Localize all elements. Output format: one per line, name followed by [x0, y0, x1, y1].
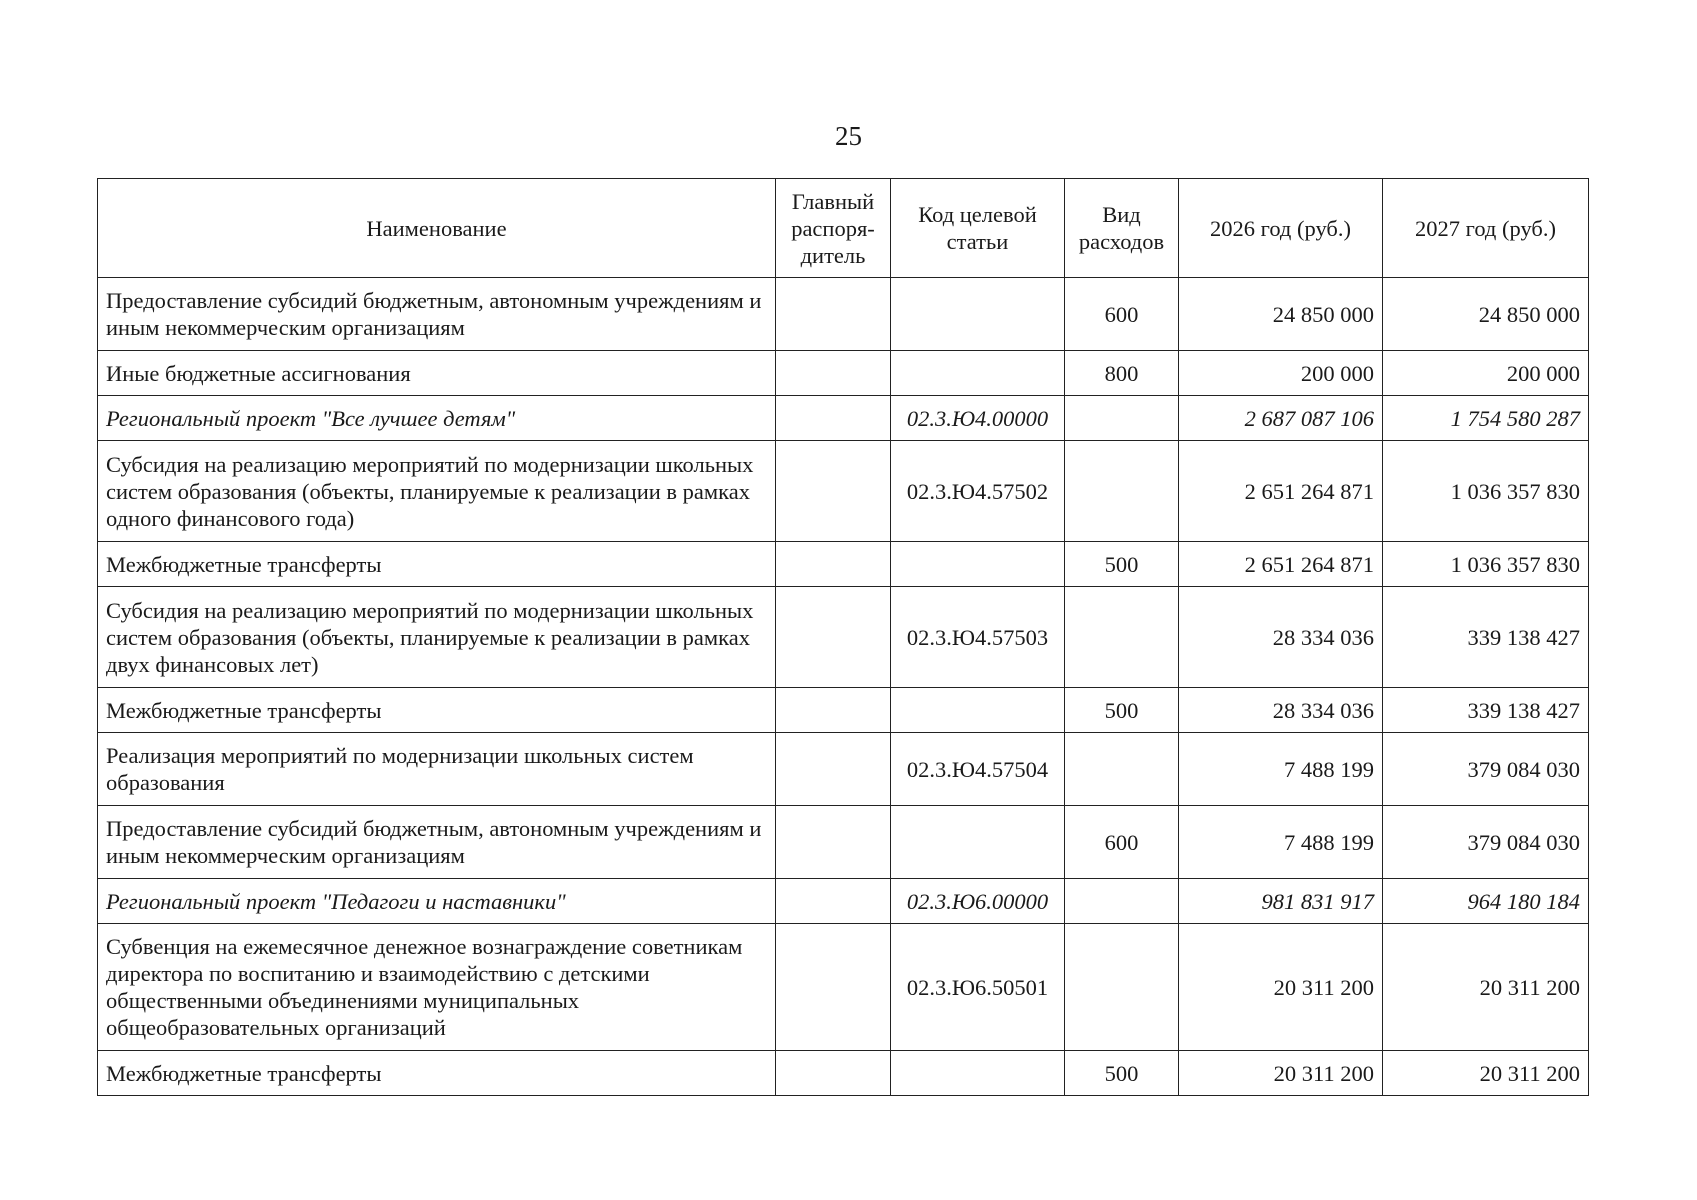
- row-2027: 1 036 357 830: [1383, 441, 1589, 542]
- row-vid: [1065, 441, 1179, 542]
- page-number: 25: [835, 121, 862, 151]
- row-2026: 20 311 200: [1179, 924, 1383, 1051]
- row-2026: 28 334 036: [1179, 587, 1383, 688]
- row-grbs: [776, 733, 891, 806]
- row-grbs: [776, 587, 891, 688]
- row-code: 02.3.Ю4.57504: [891, 733, 1065, 806]
- row-2027: 20 311 200: [1383, 1051, 1589, 1096]
- row-2026: 2 651 264 871: [1179, 441, 1383, 542]
- row-grbs: [776, 278, 891, 351]
- row-vid: 500: [1065, 542, 1179, 587]
- row-code: 02.3.Ю6.50501: [891, 924, 1065, 1051]
- header-grbs: Главный распоря-дитель: [776, 179, 891, 278]
- row-code: 02.3.Ю4.57502: [891, 441, 1065, 542]
- row-2027: 339 138 427: [1383, 587, 1589, 688]
- row-vid: 800: [1065, 351, 1179, 396]
- row-grbs: [776, 806, 891, 879]
- row-code: [891, 806, 1065, 879]
- row-name: Межбюджетные трансферты: [98, 1051, 776, 1096]
- row-name: Межбюджетные трансферты: [98, 542, 776, 587]
- row-vid: 500: [1065, 1051, 1179, 1096]
- row-vid: 600: [1065, 278, 1179, 351]
- row-name: Реализация мероприятий по модернизации школьных систем образования: [98, 733, 776, 806]
- row-code: [891, 688, 1065, 733]
- row-grbs: [776, 879, 891, 924]
- row-name: Субвенция на ежемесячное денежное вознаграждение советникам директора по воспитанию и взаимодействию с детскими общественными объединениями муниципальных общеобразовательных организаций: [98, 924, 776, 1051]
- budget-table: [97, 178, 1589, 1096]
- row-name: Субсидия на реализацию мероприятий по модернизации школьных систем образования (объекты, планируемые к реализации в рамках двух финансовых лет): [98, 587, 776, 688]
- row-2027: 20 311 200: [1383, 924, 1589, 1051]
- row-2026: 28 334 036: [1179, 688, 1383, 733]
- table-row: [98, 441, 1589, 542]
- table-row: [98, 396, 1589, 441]
- row-vid: [1065, 733, 1179, 806]
- row-2027: 379 084 030: [1383, 733, 1589, 806]
- table-row: [98, 351, 1589, 396]
- table-row: [98, 542, 1589, 587]
- header-name: Наименование: [98, 179, 776, 278]
- row-2026: 7 488 199: [1179, 733, 1383, 806]
- header-2027: 2027 год (руб.): [1383, 179, 1589, 278]
- row-vid: [1065, 924, 1179, 1051]
- row-name: Предоставление субсидий бюджетным, автономным учреждениям и иным некоммерческим организациям: [98, 806, 776, 879]
- table-header-row: [98, 179, 1589, 278]
- row-code: 02.3.Ю4.57503: [891, 587, 1065, 688]
- row-2026: 24 850 000: [1179, 278, 1383, 351]
- header-code: Код целевой статьи: [891, 179, 1065, 278]
- table-row: [98, 879, 1589, 924]
- row-2027: 964 180 184: [1383, 879, 1589, 924]
- row-2026: 2 651 264 871: [1179, 542, 1383, 587]
- row-grbs: [776, 1051, 891, 1096]
- table-row: [98, 688, 1589, 733]
- row-code: 02.3.Ю4.00000: [891, 396, 1065, 441]
- row-2027: 24 850 000: [1383, 278, 1589, 351]
- row-vid: [1065, 396, 1179, 441]
- row-grbs: [776, 688, 891, 733]
- row-name: Предоставление субсидий бюджетным, автономным учреждениям и иным некоммерческим организациям: [98, 278, 776, 351]
- row-2027: 1 754 580 287: [1383, 396, 1589, 441]
- row-grbs: [776, 351, 891, 396]
- table-row: [98, 924, 1589, 1051]
- row-vid: [1065, 587, 1179, 688]
- row-2027: 339 138 427: [1383, 688, 1589, 733]
- row-code: 02.3.Ю6.00000: [891, 879, 1065, 924]
- table-row: [98, 587, 1589, 688]
- row-grbs: [776, 924, 891, 1051]
- row-2026: 2 687 087 106: [1179, 396, 1383, 441]
- row-2027: 379 084 030: [1383, 806, 1589, 879]
- row-name: Субсидия на реализацию мероприятий по модернизации школьных систем образования (объекты, планируемые к реализации в рамках одного финансового года): [98, 441, 776, 542]
- table-row: [98, 806, 1589, 879]
- header-vid: Вид расходов: [1065, 179, 1179, 278]
- row-code: [891, 351, 1065, 396]
- row-name: Иные бюджетные ассигнования: [98, 351, 776, 396]
- row-vid: [1065, 879, 1179, 924]
- row-code: [891, 278, 1065, 351]
- row-grbs: [776, 542, 891, 587]
- table-row: [98, 278, 1589, 351]
- row-name: Региональный проект "Педагоги и наставники": [98, 879, 776, 924]
- table-row: [98, 1051, 1589, 1096]
- row-2027: 1 036 357 830: [1383, 542, 1589, 587]
- row-2026: 20 311 200: [1179, 1051, 1383, 1096]
- table-row: [98, 733, 1589, 806]
- row-name: Межбюджетные трансферты: [98, 688, 776, 733]
- row-2026: 7 488 199: [1179, 806, 1383, 879]
- row-grbs: [776, 396, 891, 441]
- row-grbs: [776, 441, 891, 542]
- row-code: [891, 1051, 1065, 1096]
- row-code: [891, 542, 1065, 587]
- row-2026: 981 831 917: [1179, 879, 1383, 924]
- header-2026: 2026 год (руб.): [1179, 179, 1383, 278]
- row-2026: 200 000: [1179, 351, 1383, 396]
- row-2027: 200 000: [1383, 351, 1589, 396]
- row-name: Региональный проект "Все лучшее детям": [98, 396, 776, 441]
- row-vid: 600: [1065, 806, 1179, 879]
- row-vid: 500: [1065, 688, 1179, 733]
